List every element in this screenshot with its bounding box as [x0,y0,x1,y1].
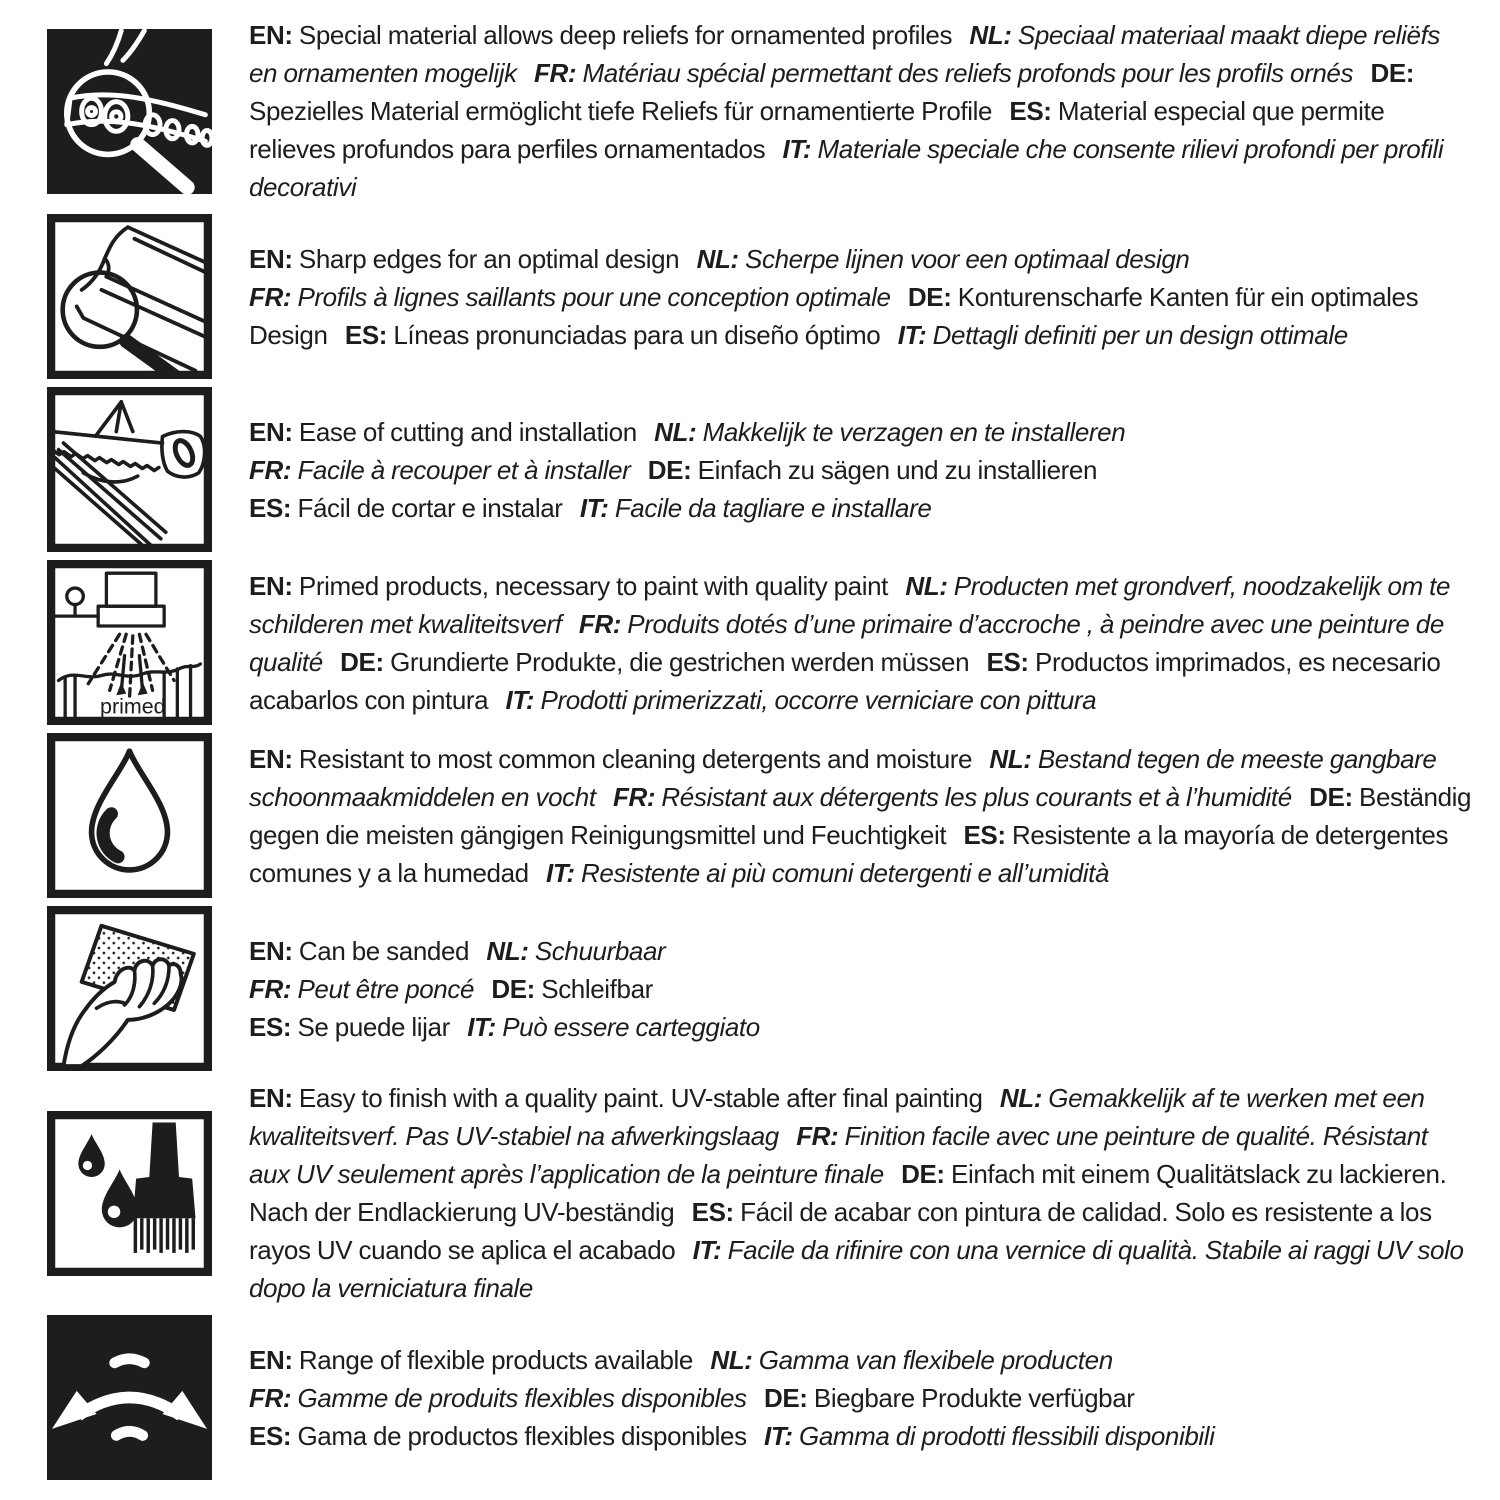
lang-label-es: ES: [986,646,1029,677]
lang-label-en: EN: [249,416,293,447]
feature-row-sandable [47,906,1474,1071]
feature-text-nl: Bestand tegen de meeste gangbare schoonmaakmiddelen en vocht [249,743,1437,812]
feature-text-de: Einfach mit einem Qualitätslack zu lackieren. Nach der Endlackierung UV-beständig [249,1159,1447,1227]
feature-text-es: Fácil de cortar e instalar [297,492,563,523]
feature-text-es: Se puede lijar [297,1011,450,1042]
lang-label-es: ES: [1009,96,1052,126]
lang-label-es: ES: [249,492,292,523]
lang-label-nl: NL: [905,570,948,601]
feature-text-it: Dettagli definiti per un design ottimale [932,319,1348,350]
lang-label-fr: FR: [534,58,577,88]
feature-text-de: Grundierte Produkte, die gestrichen werden müssen [390,646,970,677]
lang-label-de: DE: [647,454,692,485]
lang-label-it: IT: [505,684,535,715]
lang-label-de: DE: [1370,58,1415,88]
lang-label-fr: FR: [249,1382,292,1413]
feature-text-fr: Résistant aux détergents les plus courants et à l’humidité [661,781,1292,812]
feature-text-es: Material especial que permite relieves profundos para perfiles ornamentados [249,96,1385,164]
feature-text-block [249,240,1474,354]
sanding-hand-icon [47,906,212,1071]
ornamented-relief-magnifier-icon [47,29,212,194]
feature-row-deep-reliefs [47,16,1474,206]
feature-text-nl: Speciaal materiaal maakt diepe reliëfs en ornamenten mogelijk [249,20,1441,88]
feature-text-de: Einfach zu sägen und zu installieren [697,454,1098,485]
lang-label-nl: NL: [989,743,1032,774]
lang-label-fr: FR: [796,1121,839,1151]
feature-text-nl: Gemakkelijk af te werken met een kwaliteitsverf. Pas UV-stabiel na afwerkingslaag [249,1083,1425,1151]
lang-label-it: IT: [579,492,609,523]
feature-text-block [249,567,1474,719]
flex-arrows-icon [47,1315,212,1480]
lang-label-de: DE: [1309,781,1353,812]
feature-text-es: Resistente a la mayoría de detergentes comunes y a la humedad [249,819,1449,888]
lang-label-it: IT: [897,319,927,350]
lang-label-nl: NL: [486,935,529,966]
lang-label-es: ES: [249,1420,292,1451]
lang-label-en: EN: [249,1083,293,1113]
feature-row-flexible [47,1315,1474,1480]
lang-label-nl: NL: [696,243,739,274]
feature-text-de: Schleifbar [541,973,653,1004]
feature-text-de: Spezielles Material ermöglicht tiefe Reliefs für ornamentierte Profile [249,96,993,126]
lang-label-nl: NL: [710,1344,753,1375]
feature-text-en: Range of flexible products available [298,1344,693,1375]
feature-row-paintable [47,1079,1474,1307]
feature-row-cutting [47,387,1474,552]
feature-text-it: Prodotti primerizzati, occorre verniciare con pittura [540,684,1097,715]
feature-text-en: Easy to finish with a quality paint. UV-stable after final painting [298,1083,983,1113]
lang-label-fr: FR: [249,973,292,1004]
feature-text-es: Productos imprimados, es necesario acabarlos con pintura [249,646,1441,715]
lang-label-fr: FR: [249,281,292,312]
lang-label-nl: NL: [999,1083,1042,1113]
lang-label-de: DE: [763,1382,808,1413]
lang-label-it: IT: [782,134,812,164]
feature-text-fr: Facile à recouper et à installer [297,454,631,485]
feature-text-it: Facile da rifinire con una vernice di qualità. Stabile ai raggi UV solo dopo la verniciatura finale [249,1235,1464,1303]
feature-text-es: Fácil de acabar con pintura de calidad. Solo es resistente a los rayos UV cuando se aplica el acabado [249,1197,1432,1265]
saw-cutting-icon [47,387,212,552]
feature-text-es: Gama de productos flexibles disponibles [297,1420,747,1451]
feature-row-sharp-edges [47,214,1474,379]
feature-text-fr: Produits dotés d’une primaire d’accroche , à peindre avec une peinture de qualité [249,608,1444,677]
feature-text-it: Facile da tagliare e installare [614,492,932,523]
feature-text-nl: Gamma van flexibele producten [758,1344,1113,1375]
feature-text-fr: Finition facile avec une peinture de qualité. Résistant aux UV seulement après l’application de la peinture finale [249,1121,1428,1189]
lang-label-de: DE: [901,1159,945,1189]
feature-text-nl: Scherpe lijnen voor een optimaal design [745,243,1190,274]
feature-text-de: Konturenscharfe Kanten für ein optimales Design [249,281,1419,350]
feature-text-de: Biegbare Produkte verfügbar [813,1382,1135,1413]
lang-label-es: ES: [691,1197,734,1227]
feature-text-fr: Profils à lignes saillants pour une conception optimale [297,281,891,312]
feature-text-nl: Producten met grondverf, noodzakelijk om te schilderen met kwaliteitsverf [249,570,1451,639]
lang-label-nl: NL: [654,416,697,447]
feature-text-en: Sharp edges for an optimal design [298,243,680,274]
feature-text-en: Special material allows deep reliefs for ornamented profiles [298,20,953,50]
lang-label-nl: NL: [969,20,1012,50]
feature-text-en: Primed products, necessary to paint with quality paint [298,570,889,601]
feature-text-block [249,932,1474,1046]
lang-label-en: EN: [249,1344,293,1375]
feature-row-primed [47,560,1474,725]
lang-label-en: EN: [249,570,293,601]
feature-row-moisture [47,733,1474,898]
feature-text-it: Resistente ai più comuni detergenti e all’umidità [581,857,1110,888]
lang-label-fr: FR: [612,781,656,812]
feature-text-en: Can be sanded [298,935,470,966]
lang-label-it: IT: [467,1011,496,1042]
lang-label-en: EN: [249,743,293,774]
feature-text-block [249,1079,1474,1307]
lang-label-en: EN: [249,243,293,274]
feature-text-fr: Gamme de produits flexibles disponibles [297,1382,747,1413]
primed-label: primed [100,694,166,719]
lang-label-de: DE: [340,646,384,677]
feature-text-block [249,413,1474,527]
lang-label-it: IT: [764,1420,793,1451]
sharp-edge-magnifier-icon [47,214,212,379]
lang-label-en: EN: [249,20,293,50]
lang-label-es: ES: [963,819,1006,850]
feature-text-en: Resistant to most common cleaning detergents and moisture [298,743,973,774]
lang-label-it: IT: [546,857,575,888]
lang-label-en: EN: [249,935,293,966]
feature-text-nl: Schuurbaar [534,935,666,966]
feature-text-it: Materiale speciale che consente rilievi profondi per profili decorativi [249,134,1444,202]
feature-text-de: Beständig gegen die meisten gängigen Reinigungsmittel und Feuchtigkeit [249,781,1472,850]
lang-label-de: DE: [491,973,535,1004]
feature-text-block [249,740,1474,892]
feature-text-it: Gamma di prodotti flessibili disponibili [799,1420,1215,1451]
feature-text-it: Può essere carteggiato [502,1011,760,1042]
water-droplet-icon [47,733,212,898]
primer-spray-icon [47,560,212,725]
lang-label-it: IT: [692,1235,722,1265]
lang-label-es: ES: [249,1011,292,1042]
feature-text-fr: Peut être poncé [297,973,475,1004]
lang-label-de: DE: [907,281,952,312]
feature-text-es: Líneas pronunciadas para un diseño óptimo [393,319,881,350]
paint-drops-brush-icon [47,1111,212,1276]
feature-text-nl: Makkelijk te verzagen en te installeren [702,416,1126,447]
lang-label-fr: FR: [249,454,292,485]
lang-label-es: ES: [344,319,388,350]
lang-label-fr: FR: [578,608,621,639]
feature-text-block [249,1341,1474,1455]
feature-text-block [249,16,1474,206]
feature-text-en: Ease of cutting and installation [298,416,637,447]
feature-text-fr: Matériau spécial permettant des reliefs profonds pour les profils ornés [582,58,1354,88]
